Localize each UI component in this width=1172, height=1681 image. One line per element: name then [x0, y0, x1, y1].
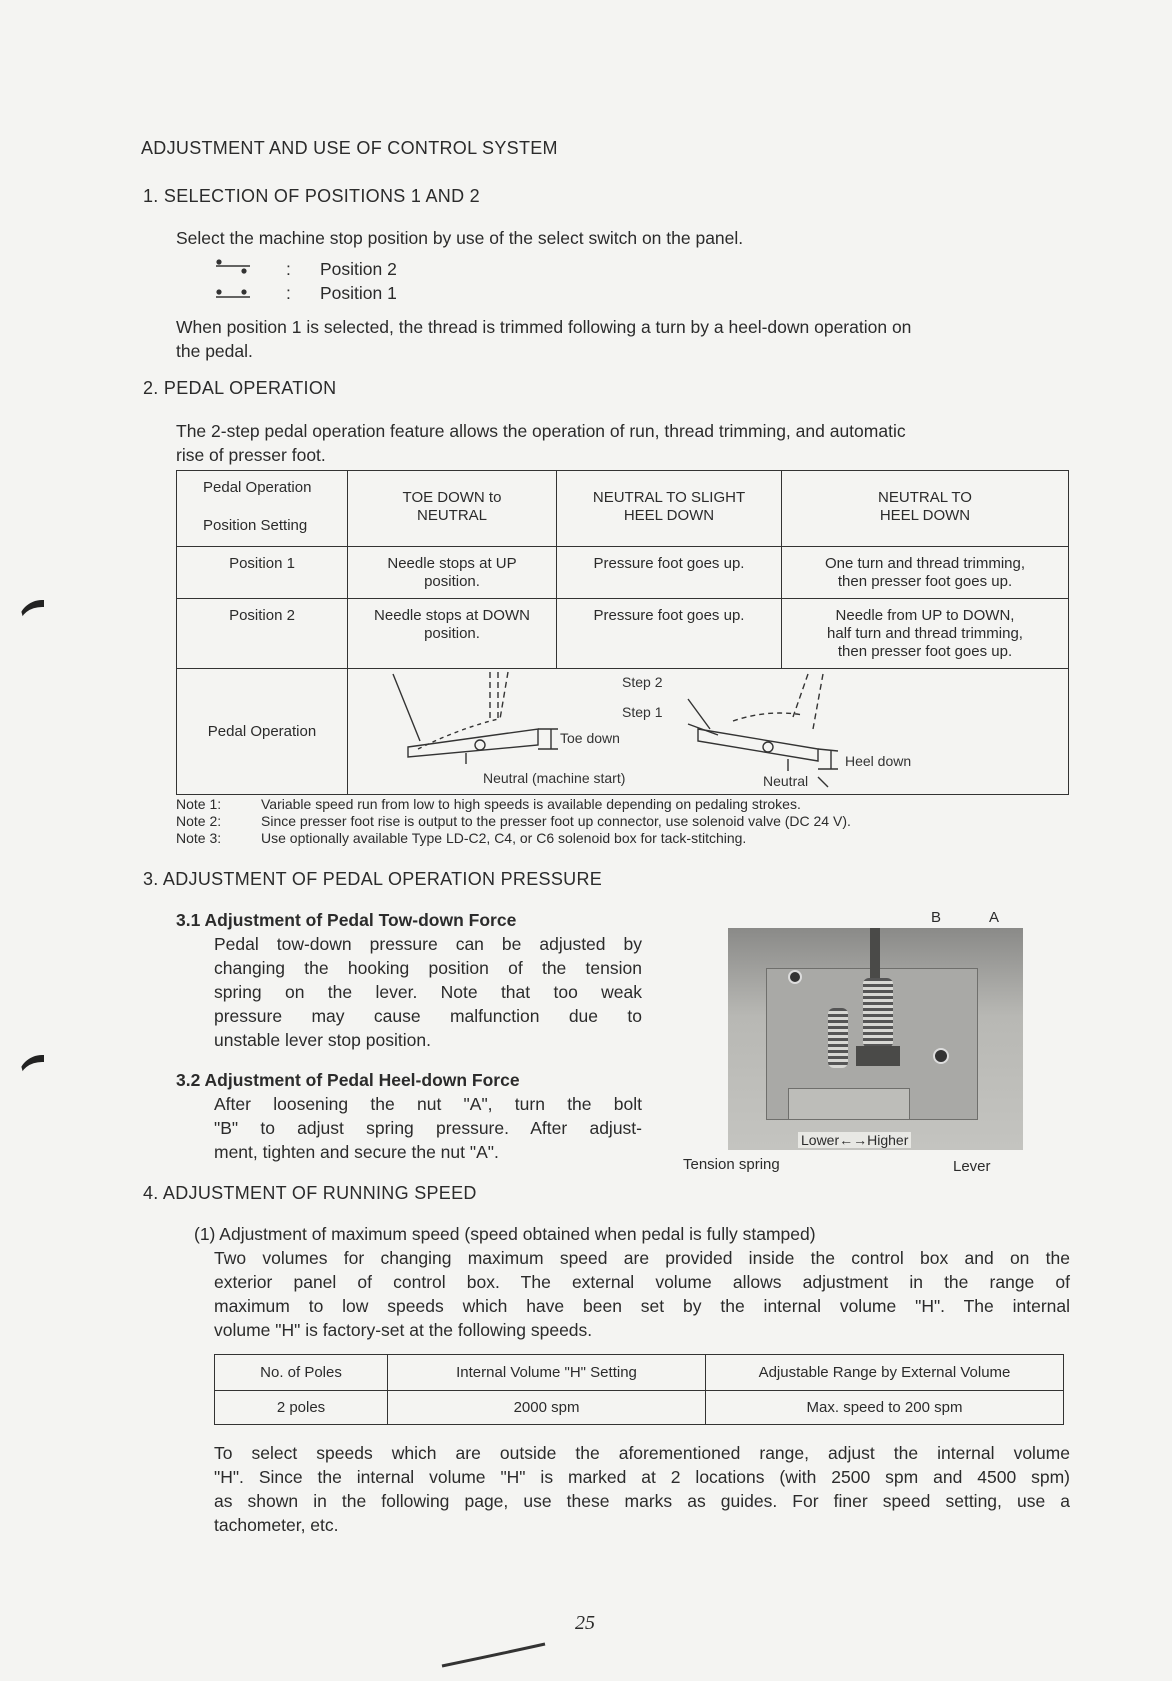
- body-line: maximum to low speeds which have been set by the internal volume "H". The internal: [214, 1296, 1070, 1316]
- pedal-diagram: [348, 669, 1068, 793]
- photo-label-a: A: [989, 909, 1000, 926]
- header-line: HEEL DOWN: [879, 507, 971, 524]
- pedal-operation-table: [176, 470, 1069, 795]
- section-3-heading: 3. ADJUSTMENT OF PEDAL OPERATION PRESSURE: [143, 869, 603, 889]
- body-line: To select speeds which are outside the aforementioned range, adjust the internal volume: [214, 1443, 1070, 1463]
- nut-a: [856, 1046, 900, 1066]
- cell-line: Needle from UP to DOWN,: [835, 607, 1015, 624]
- note-label: Note 1:: [176, 796, 222, 812]
- section-4-outro: [214, 1441, 1070, 1537]
- switch-symbol-icons: [214, 258, 254, 302]
- table-cell: [557, 599, 782, 669]
- row-label: Position 2: [177, 599, 348, 669]
- subsection-3-2-body: [214, 1092, 642, 1164]
- position-2-label: Position 2: [320, 259, 397, 279]
- table-header-row: [215, 1355, 1064, 1391]
- header-line: HEEL DOWN: [623, 507, 715, 524]
- table-cell: [782, 599, 1069, 669]
- neutral-label: Neutral: [763, 773, 809, 789]
- body-line: After loosening the nut "A", turn the bolt: [214, 1094, 642, 1114]
- note-label: Note 2:: [176, 813, 222, 829]
- table-cell: [348, 547, 557, 599]
- switch-position-1-icon: [216, 289, 250, 297]
- speed-settings-table: [214, 1354, 1064, 1425]
- body-line: as shown in the following page, use these marks as guides. For finer speed setting, use a: [214, 1491, 1070, 1511]
- body-line: spring on the lever. Note that too weak: [214, 982, 642, 1002]
- note-text: Since presser foot rise is output to the presser foot up connector, use solenoid valve (DC 24 V).: [261, 813, 851, 829]
- section-1-heading: 1. SELECTION OF POSITIONS 1 AND 2: [143, 186, 480, 206]
- note-label: Note 3:: [176, 830, 222, 846]
- body-line: pressure may cause malfunction due to: [214, 1006, 642, 1026]
- body-line: Two volumes for changing maximum speed are provided inside the control box and on the: [214, 1248, 1070, 1268]
- table-cell: [782, 547, 1069, 599]
- corner-top-label: Pedal Operation: [203, 479, 312, 496]
- body-line: changing the hooking position of the tension: [214, 958, 642, 978]
- note-text: Variable speed run from low to high speeds is available depending on pedaling strokes.: [261, 796, 801, 812]
- header-line: NEUTRAL: [416, 507, 487, 524]
- header-line: NEUTRAL TO: [878, 489, 972, 506]
- cell-line: One turn and thread trimming,: [824, 555, 1026, 572]
- table-row-pedal-operation: [177, 669, 1069, 795]
- tension-spring: [828, 1008, 848, 1068]
- lever-label: Lever: [953, 1158, 991, 1175]
- column-header: No. of Poles: [215, 1355, 388, 1391]
- colon: :: [286, 259, 291, 279]
- tension-spring-label: Tension spring: [683, 1156, 780, 1173]
- table-corner-cell: [177, 471, 348, 547]
- body-line: "B" to adjust spring pressure. After adjust-: [214, 1118, 642, 1138]
- punch-hole-mark: [18, 600, 44, 625]
- subsection-3-1-body: [214, 932, 642, 1052]
- step-1-label: Step 1: [622, 704, 663, 720]
- cell-line: then presser foot goes up.: [837, 573, 1013, 590]
- body-line: unstable lever stop position.: [214, 1030, 431, 1050]
- spring: [863, 978, 893, 1048]
- column-header-heel-down: [782, 471, 1069, 547]
- item-1-title: (1) Adjustment of maximum speed (speed obtained when pedal is fully stamped): [194, 1224, 816, 1244]
- pedal-mechanism-photo: [728, 928, 1023, 1150]
- photo-label-b: B: [931, 909, 942, 926]
- body-line: ment, tighten and secure the nut "A".: [214, 1142, 499, 1162]
- column-header-toe-down: [348, 471, 557, 547]
- cell-line: Pressure foot goes up.: [593, 555, 745, 572]
- subsection-3-2-title: 3.2 Adjustment of Pedal Heel-down Force: [176, 1070, 520, 1090]
- cell-line: half turn and thread trimming,: [827, 625, 1023, 642]
- section-1-intro: Select the machine stop position by use of the select switch on the panel.: [176, 228, 744, 248]
- section-4-heading: 4. ADJUSTMENT OF RUNNING SPEED: [143, 1183, 477, 1203]
- section-2-heading: 2. PEDAL OPERATION: [143, 378, 337, 398]
- binding-stroke-mark: [440, 1640, 550, 1670]
- subsection-3-1-title: 3.1 Adjustment of Pedal Tow-down Force: [176, 910, 517, 930]
- table-cell: 2 poles: [215, 1391, 388, 1425]
- lower-higher-label: Lower←→Higher: [798, 1132, 911, 1148]
- table-cell: 2000 spm: [388, 1391, 706, 1425]
- page-number: 25: [575, 1612, 595, 1634]
- row-label: Pedal Operation: [177, 669, 348, 795]
- row-label: Position 1: [177, 547, 348, 599]
- switch-position-2-icon: [216, 259, 250, 273]
- table-cell: [348, 599, 557, 669]
- cell-line: position.: [424, 573, 480, 590]
- pedal-diagram-cell: [348, 669, 1069, 795]
- page-title: ADJUSTMENT AND USE OF CONTROL SYSTEM: [141, 138, 558, 158]
- cell-line: Pressure foot goes up.: [593, 607, 745, 624]
- position-1-label: Position 1: [320, 283, 397, 303]
- toe-pedal-drawing: [393, 672, 558, 764]
- column-header: Internal Volume "H" Setting: [388, 1355, 706, 1391]
- item-1-body: [214, 1246, 1070, 1342]
- table-header-row: [177, 471, 1069, 547]
- corner-bottom-label: Position Setting: [203, 517, 308, 534]
- section-1-note-line: the pedal.: [176, 341, 253, 361]
- body-line: exterior panel of control box. The external volume allows adjustment in the range of: [214, 1272, 1070, 1292]
- colon: :: [286, 283, 291, 303]
- header-line: NEUTRAL TO SLIGHT: [592, 489, 746, 506]
- punch-hole-mark: [18, 1055, 44, 1080]
- screw-head: [933, 1048, 949, 1064]
- body-line: tachometer, etc.: [214, 1515, 339, 1535]
- column-header-slight-heel: [557, 471, 782, 547]
- neutral-machine-start-label: Neutral (machine start): [483, 770, 626, 786]
- heel-pedal-drawing: [688, 674, 838, 787]
- section-2-intro-line: The 2-step pedal operation feature allows the operation of run, thread trimming, and automatic: [176, 421, 906, 441]
- body-line: volume "H" is factory-set at the following speeds.: [214, 1320, 593, 1340]
- header-line: TOE DOWN to: [402, 489, 502, 506]
- table-cell: Max. speed to 200 spm: [706, 1391, 1064, 1425]
- toe-down-label: Toe down: [560, 730, 620, 746]
- section-1-note-line: When position 1 is selected, the thread is trimmed following a turn by a heel-down operation on: [176, 317, 912, 337]
- table-cell: [557, 547, 782, 599]
- cell-line: Needle stops at UP: [387, 555, 517, 572]
- step-2-label: Step 2: [622, 674, 663, 690]
- lever: [788, 1088, 910, 1120]
- screw-head: [788, 970, 802, 984]
- section-2-intro-line: rise of presser foot.: [176, 445, 326, 465]
- cell-line: Needle stops at DOWN: [374, 607, 530, 624]
- note-text: Use optionally available Type LD-C2, C4, or C6 solenoid box for tack-stitching.: [261, 830, 747, 846]
- column-header: Adjustable Range by External Volume: [706, 1355, 1064, 1391]
- table-row-position-1: [177, 547, 1069, 599]
- table-row: [215, 1391, 1064, 1425]
- cell-line: then presser foot goes up.: [837, 643, 1013, 660]
- heel-down-label: Heel down: [845, 753, 912, 769]
- body-line: Pedal tow-down pressure can be adjusted by: [214, 934, 642, 954]
- cell-line: position.: [424, 625, 480, 642]
- body-line: "H". Since the internal volume "H" is marked at 2 locations (with 2500 spm and 4500 spm): [214, 1467, 1070, 1487]
- table-row-position-2: [177, 599, 1069, 669]
